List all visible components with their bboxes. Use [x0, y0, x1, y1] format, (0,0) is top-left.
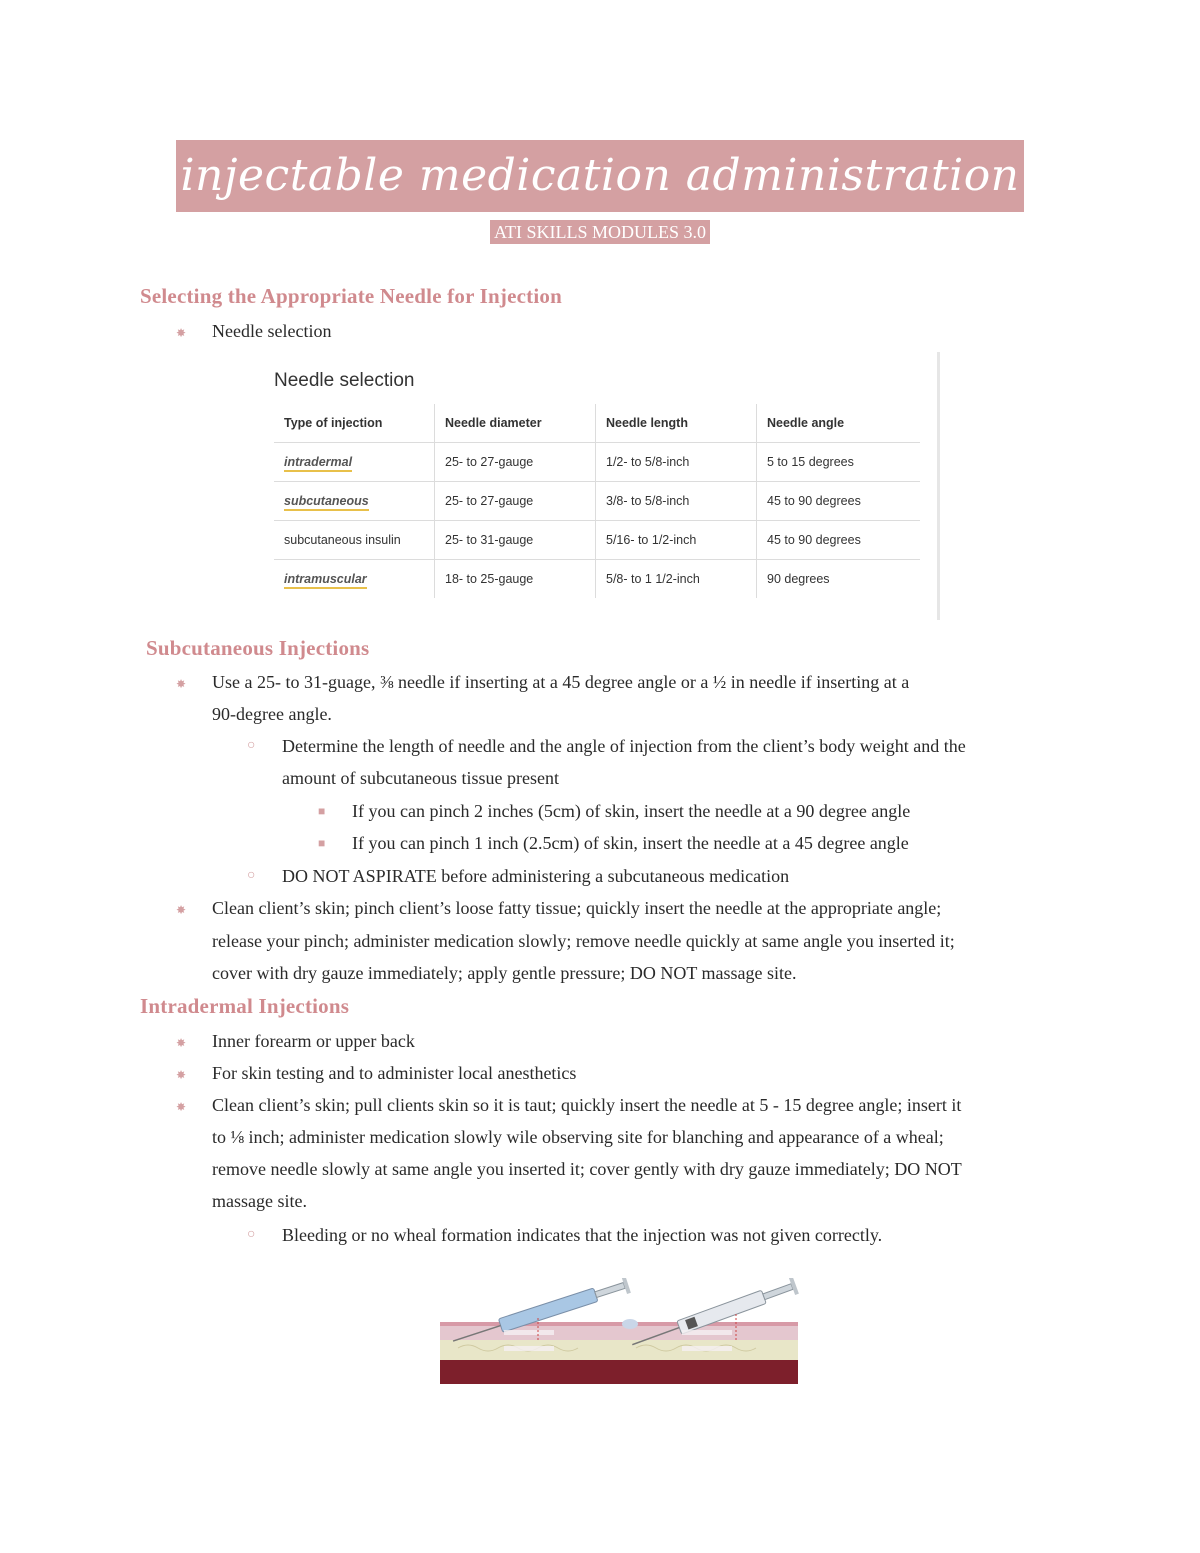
table-header-row: [274, 404, 920, 443]
injection-type-link: intramuscular: [284, 572, 367, 589]
bullet-icon: ✸: [176, 1100, 187, 1114]
table-cell: 25- to 27-gauge: [435, 482, 596, 521]
bullet-icon: ✸: [176, 326, 187, 340]
table-cell: 3/8- to 5/8-inch: [596, 482, 757, 521]
table-header: Needle angle: [757, 404, 921, 443]
bullet-icon: ✸: [176, 1036, 187, 1050]
table-cell: 25- to 27-gauge: [435, 443, 596, 482]
table-cell: [274, 443, 435, 482]
list-item-continuation: remove needle slowly at same angle you inserted it; cover gently with dry gauze immediately; DO NOT: [212, 1159, 962, 1179]
bullet-icon: ✸: [176, 1068, 187, 1082]
injection-type-link: subcutaneous: [284, 494, 369, 511]
bullet-icon: ■: [318, 836, 326, 850]
page-subtitle: ATI SKILLS MODULES 3.0: [490, 220, 710, 244]
list-item: Determine the length of needle and the angle of injection from the client’s body weight and the: [282, 736, 966, 756]
needle-selection-table: [274, 404, 920, 598]
bullet-icon: ○: [247, 738, 256, 753]
table-cell: 1/2- to 5/8-inch: [596, 443, 757, 482]
table-header: Needle diameter: [435, 404, 596, 443]
table-cell: subcutaneous insulin: [274, 521, 435, 560]
section-heading-intradermal: Intradermal Injections: [140, 994, 350, 1018]
table-row: [274, 443, 920, 482]
table-row: [274, 521, 920, 560]
table-header: Type of injection: [274, 404, 435, 443]
page-title: injectable medication administration: [176, 140, 1023, 212]
bullet-icon: ✸: [176, 903, 187, 917]
table-cell: 90 degrees: [757, 560, 921, 599]
table-cell: 18- to 25-gauge: [435, 560, 596, 599]
table-cell: [274, 560, 435, 599]
injection-type-link: intradermal: [284, 455, 352, 472]
list-item-continuation: to ⅛ inch; administer medication slowly wile observing site for blanching and appearance of a wheal;: [212, 1127, 944, 1147]
table-cell: 5/16- to 1/2-inch: [596, 521, 757, 560]
list-item: Needle selection: [212, 321, 332, 341]
table-caption: Needle selection: [274, 370, 415, 391]
list-item: For skin testing and to administer local anesthetics: [212, 1063, 577, 1083]
bullet-icon: ○: [247, 1227, 256, 1242]
list-item-continuation: massage site.: [212, 1191, 307, 1211]
table-cell: 25- to 31-gauge: [435, 521, 596, 560]
table-cell: 45 to 90 degrees: [757, 521, 921, 560]
table-cell: 45 to 90 degrees: [757, 482, 921, 521]
list-item-continuation: cover with dry gauze immediately; apply gentle pressure; DO NOT massage site.: [212, 963, 797, 983]
list-item: If you can pinch 1 inch (2.5cm) of skin, insert the needle at a 45 degree angle: [352, 833, 909, 853]
table-cell: 5/8- to 1 1/2-inch: [596, 560, 757, 599]
section-heading-subcutaneous: Subcutaneous Injections: [146, 636, 370, 660]
section-heading-needle-selection: Selecting the Appropriate Needle for Injection: [140, 284, 562, 308]
table-header: Needle length: [596, 404, 757, 443]
needle-selection-table-image: [264, 352, 940, 620]
table-cell: 5 to 15 degrees: [757, 443, 921, 482]
table-row: [274, 560, 920, 599]
title-block: [0, 140, 1200, 212]
list-item-continuation: amount of subcutaneous tissue present: [282, 768, 559, 788]
syringe-injection-illustration-right: [616, 1278, 816, 1388]
table-cell: [274, 482, 435, 521]
list-item-continuation: 90-degree angle.: [212, 704, 332, 724]
list-item-continuation: release your pinch; administer medication slowly; remove needle quickly at same angle you inserted it;: [212, 931, 955, 951]
bullet-icon: ○: [247, 868, 256, 883]
list-item: Bleeding or no wheal formation indicates that the injection was not given correctly.: [282, 1225, 883, 1245]
list-item: Inner forearm or upper back: [212, 1031, 415, 1051]
list-item: Use a 25- to 31-guage, ⅜ needle if inserting at a 45 degree angle or a ½ in needle if inserting at a: [212, 672, 910, 692]
list-item: DO NOT ASPIRATE before administering a subcutaneous medication: [282, 866, 790, 886]
table-row: [274, 482, 920, 521]
syringe-injection-illustration-left: [438, 1278, 638, 1388]
list-item: Clean client’s skin; pinch client’s loose fatty tissue; quickly insert the needle at the appropriate angle;: [212, 898, 942, 918]
list-item: Clean client’s skin; pull clients skin so it is taut; quickly insert the needle at 5 - 15 degree angle; insert it: [212, 1095, 962, 1115]
bullet-icon: ■: [318, 804, 326, 818]
list-item: If you can pinch 2 inches (5cm) of skin, insert the needle at a 90 degree angle: [352, 801, 911, 821]
bullet-icon: ✸: [176, 677, 187, 691]
subtitle-block: [0, 220, 1200, 244]
